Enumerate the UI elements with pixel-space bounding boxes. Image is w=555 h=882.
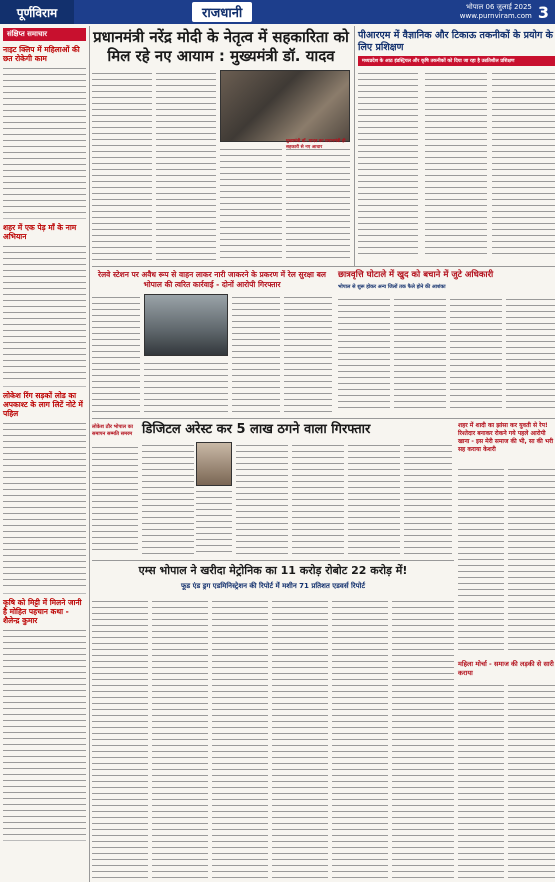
story-text [3,243,86,383]
cyber-text-col4 [292,442,344,554]
right-lead-text-col1 [358,70,418,256]
right-mid-text-col2 [508,466,555,654]
metro-text-col6 [392,598,454,880]
lead-text-col1 [92,70,152,260]
masthead [0,0,555,24]
brand-logo: पूर्णविराम [0,0,74,24]
metro-text-col5 [332,598,388,880]
cyber-side-text [92,444,138,554]
scholarship-headline: छात्रवृत्ति घोटाले में खुद को बचाने में जुटे अधिकारी [338,270,494,280]
page-number: 3 [537,2,549,22]
rail-text-col4 [284,294,332,414]
scholarship-sub: भोपाल से शुरू होकर अन्य जिलों तक फैले होने की आशंका [338,284,446,290]
scholar-text-col4 [506,296,555,412]
metro-sub: फूड एंड ड्रग एडमिनिस्ट्रेशन की रिपोर्ट में मशीन 71 प्रतिशत एडवर्स रिपोर्ट [181,582,365,590]
right-mid-headline: शहर में शादी का झांसा कर युवती से रेप! रिश्तेदार बनाकर रोकने गये पहले आरोपी खाना - इस मेरी समाज की भी, सा की भरी सह कराया केशरी [458,422,554,453]
sidebar-story-title: कृषि को मिट्टी में मिलने जानी है मोहित पहचान कथा - शैलेन्द्र कुमार [3,598,82,625]
right-lead-text-col2 [425,70,487,256]
cyber-side-title: लोकेश ठौर भोपाल का समापन सम्मति समरम [92,424,133,437]
row-divider [92,418,555,419]
right-low-text-col2 [508,682,555,880]
row-divider [92,266,555,267]
sidebar-story-title: लोकेश रिंग सड़कों लोड का अपकाश्ट के लाग लिटें नोटे में पहिल [3,391,83,418]
rail-text-col2 [144,360,228,414]
right-mid-text-col1 [458,466,504,654]
lead-text-col4 [286,146,350,260]
sidebar-story [3,45,86,219]
cyber-photo [196,442,232,486]
rail-headline: रेलवे स्टेशन पर अवैध रूप से वाहन लाकर नारी जाकरने के प्रकरण में रेल सुरक्षा बल भोपाल की त्वरित कार्रवाई - दोनों आरोपी गिरफ्तार [98,270,326,289]
cyber-text-col6 [404,442,452,554]
sidebar-story [3,391,86,594]
section-title: राजधानी [192,2,252,22]
right-low-text-col1 [458,682,504,880]
lead-photo [220,70,350,142]
sidebar-story-title: शहर में एक पेड़ माँ के नाम अभियान [3,223,77,241]
right-low-headline: महिला मोर्चा - समाज की लड़की से सारी कराया [458,660,554,677]
cyber-text-col5 [348,442,400,554]
story-text [3,627,86,837]
story-text [3,420,86,590]
issue-date: भोपाल 06 जुलाई 2025 [466,3,532,11]
scholar-text-col1 [338,296,390,412]
masthead-meta [460,3,538,21]
website: www.purnviram.com [459,12,532,20]
cyber-text-col1 [142,442,194,554]
scholar-text-col2 [394,296,446,412]
cyber-text-col2 [196,488,232,554]
metro-headline: एम्स भोपाल ने खरीदा मेट्रोनिक का 11 करोड़ रोबोट 22 करोड़ में! [138,564,408,577]
metro-text-col3 [212,598,268,880]
lead-text-col2 [156,70,216,260]
sidebar-story [3,598,86,841]
rail-photo [144,294,228,356]
metro-text-col4 [272,598,328,880]
right-lead-headline: पीआरएम में वैज्ञानिक और टिकाऊ तकनीकों के प्रयोग के लिए प्रशिक्षण [358,30,553,53]
right-lead-strip: मध्यप्रदेश के आठ इंडस्ट्रियल और कृषि तकनीकों को दिया जा रहा है उन्नतिशील प्रशिक्षण [358,56,555,66]
story-text [3,65,86,215]
sidebar-label: संक्षिप्त समाचार [3,28,86,41]
scholar-text-col3 [450,296,502,412]
metro-text-col2 [152,598,208,880]
sidebar-story [3,223,86,387]
row-divider [92,560,454,561]
lead-text-col3 [220,146,282,260]
main-area [92,26,555,882]
right-lead-text-col3 [492,70,555,256]
cyber-headline: डिजिटल अरेस्ट कर 5 लाख ठगने वाला गिरफ्तार [142,422,371,437]
lead-subhead: मुख्यमंत्री डॉ. यादव का प्रधानमंत्री ही सहकारी से नए आधार [286,139,346,150]
column-divider [354,26,355,266]
sidebar-story-title: नाइट क्लिप में महिलाओं की छत रोकेगी काम [3,45,80,63]
rail-text-col3 [232,294,280,414]
sidebar-column [0,26,90,882]
rail-text-col1 [92,294,140,414]
lead-headline: प्रधानमंत्री नरेंद्र मोदी के नेतृत्व में सहकारिता को मिल रहे नए आयाम : मुख्यमंत्री डॉ. यादव [93,28,349,65]
cyber-text-col3 [236,442,288,554]
metro-text-col1 [92,598,148,880]
